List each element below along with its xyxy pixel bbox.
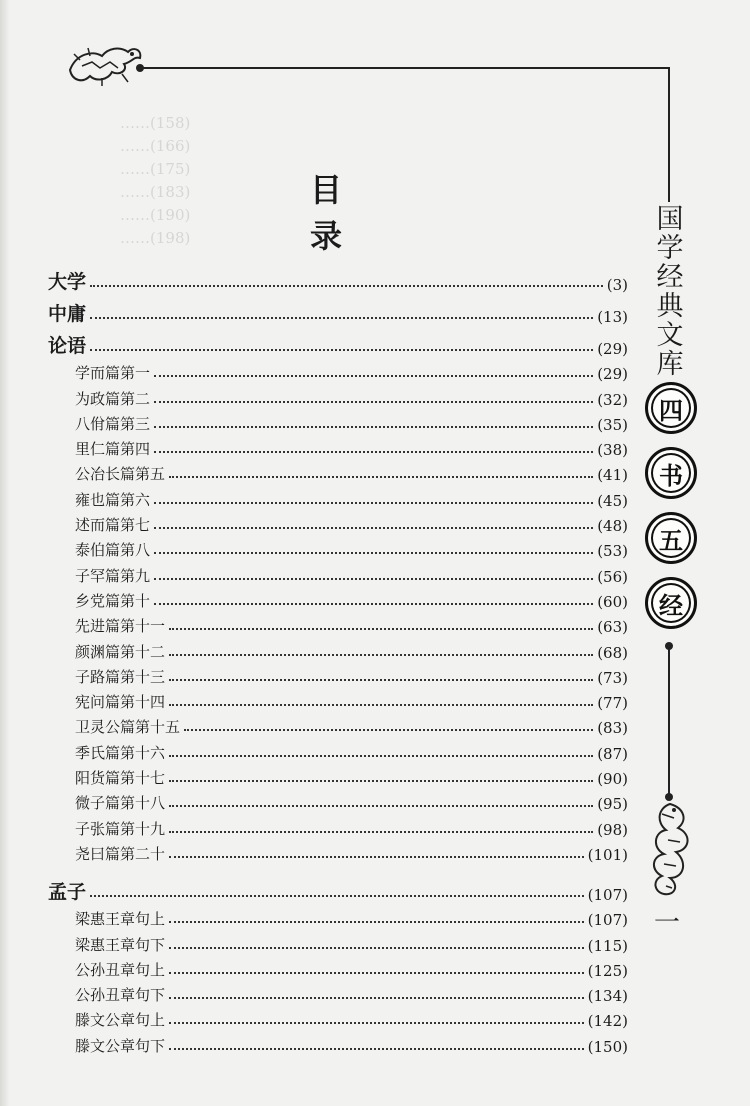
toc-chapter-entry[interactable] xyxy=(48,904,628,929)
toc-entry-title: 公冶长篇第五 xyxy=(75,465,166,484)
toc-entry-title: 大学 xyxy=(48,271,87,293)
toc-entry-title: 乡党篇第十 xyxy=(75,591,151,610)
bleed-through: ……(158) ……(166) ……(175) ……(183) ……(190) ……(198) xyxy=(120,114,191,247)
series-title-char: 学 xyxy=(656,233,684,264)
toc-chapter-entry[interactable] xyxy=(48,586,628,611)
toc-entry-page: (60) xyxy=(597,592,628,611)
toc-dot-leader xyxy=(154,552,593,554)
toc-entry-page: (68) xyxy=(597,643,628,662)
toc-entry-page: (107) xyxy=(587,885,628,904)
toc-entry-title: 季氏篇第十六 xyxy=(75,743,166,762)
toc-entry-title: 论语 xyxy=(48,335,87,357)
toc-dot-leader xyxy=(169,654,593,656)
toc-dot-leader xyxy=(154,578,593,580)
toc-entry-page: (95) xyxy=(597,795,628,814)
series-title-char: 典 xyxy=(656,291,684,322)
frame-dot xyxy=(136,64,144,72)
book-title-medallion: 四 xyxy=(645,382,697,434)
toc-chapter-entry[interactable] xyxy=(48,459,628,484)
toc-entry-title: 滕文公章句上 xyxy=(75,1011,166,1030)
toc-chapter-entry[interactable] xyxy=(48,763,628,788)
toc-entry-page: (90) xyxy=(597,770,628,789)
toc-entry-title: 公孙丑章句下 xyxy=(75,986,166,1005)
toc-entry-title: 子张篇第十九 xyxy=(75,819,166,838)
frame-dot xyxy=(665,642,673,650)
toc-entry-page: (41) xyxy=(597,466,628,485)
toc-dot-leader xyxy=(154,426,593,428)
toc-part-entry[interactable] xyxy=(48,872,628,904)
toc-entry-page: (13) xyxy=(597,308,628,326)
toc-entry-page: (38) xyxy=(597,441,628,460)
toc-chapter-entry[interactable] xyxy=(48,788,628,813)
dragon-ornament-side-icon xyxy=(640,800,700,900)
page-number: 一 xyxy=(654,908,681,938)
toc-entry-title: 子罕篇第九 xyxy=(75,566,151,585)
toc-chapter-entry[interactable] xyxy=(48,510,628,535)
toc-entry-title: 微子篇第十八 xyxy=(75,794,166,813)
toc-dot-leader xyxy=(169,679,593,681)
book-title-medallion: 经 xyxy=(645,577,697,629)
toc-entry-title: 为政篇第二 xyxy=(75,389,151,408)
toc-entry-title: 梁惠王章句上 xyxy=(75,910,166,929)
toc-entry-title: 述而篇第七 xyxy=(75,516,151,535)
toc-dot-leader xyxy=(90,317,593,319)
toc-entry-title: 中庸 xyxy=(48,303,87,325)
toc-entry-title: 宪问篇第十四 xyxy=(75,693,166,712)
toc-chapter-entry[interactable] xyxy=(48,611,628,636)
dragon-ornament-top-icon xyxy=(62,40,147,90)
toc-dot-leader xyxy=(169,1048,584,1050)
toc-dot-leader xyxy=(154,527,593,529)
toc-entry-page: (48) xyxy=(597,517,628,536)
toc-entry-page: (73) xyxy=(597,668,628,687)
toc-dot-leader xyxy=(90,285,603,287)
toc-dot-leader xyxy=(154,451,593,453)
toc-chapter-entry[interactable] xyxy=(48,1030,628,1055)
toc-entry-title: 梁惠王章句下 xyxy=(75,935,166,954)
frame-right-line-mid xyxy=(668,645,670,795)
toc-entry-page: (142) xyxy=(587,1012,628,1031)
toc-entry-title: 八佾篇第三 xyxy=(75,414,151,433)
toc-entry-page: (3) xyxy=(606,276,628,294)
toc-chapter-entry[interactable] xyxy=(48,662,628,687)
toc-chapter-entry[interactable] xyxy=(48,955,628,980)
page-title: 目 录 xyxy=(309,171,370,255)
toc-gap xyxy=(48,864,628,872)
table-of-contents xyxy=(48,262,628,1056)
toc-dot-leader xyxy=(154,502,593,504)
toc-entry-title: 滕文公章句下 xyxy=(75,1036,166,1055)
toc-chapter-entry[interactable] xyxy=(48,737,628,762)
series-title-char: 文 xyxy=(656,320,684,351)
toc-chapter-entry[interactable] xyxy=(48,980,628,1005)
toc-dot-leader xyxy=(169,972,584,974)
toc-entry-page: (45) xyxy=(597,491,628,510)
toc-entry-page: (125) xyxy=(587,961,628,980)
toc-chapter-entry[interactable] xyxy=(48,560,628,585)
toc-entry-page: (56) xyxy=(597,567,628,586)
toc-dot-leader xyxy=(169,831,593,833)
toc-entry-title: 子路篇第十三 xyxy=(75,667,166,686)
toc-entry-title: 公孙丑章句上 xyxy=(75,960,166,979)
toc-dot-leader xyxy=(169,704,593,706)
toc-chapter-entry[interactable] xyxy=(48,929,628,954)
toc-entry-page: (77) xyxy=(597,694,628,713)
toc-entry-page: (107) xyxy=(587,911,628,930)
toc-entry-title: 阳货篇第十七 xyxy=(75,769,166,788)
toc-entry-page: (87) xyxy=(597,744,628,763)
toc-chapter-entry[interactable] xyxy=(48,484,628,509)
series-title xyxy=(650,205,690,379)
toc-dot-leader xyxy=(169,476,593,478)
book-title-medallion: 五 xyxy=(645,512,697,564)
toc-chapter-entry[interactable] xyxy=(48,1005,628,1030)
toc-entry-page: (98) xyxy=(597,820,628,839)
toc-entry-title: 里仁篇第四 xyxy=(75,440,151,459)
series-title-char: 国 xyxy=(656,204,684,235)
toc-dot-leader xyxy=(169,947,584,949)
toc-entry-page: (101) xyxy=(587,845,628,864)
toc-part-entry[interactable] xyxy=(48,326,628,358)
toc-entry-page: (115) xyxy=(587,936,628,955)
toc-dot-leader xyxy=(169,805,593,807)
book-title-medallion: 书 xyxy=(645,447,697,499)
toc-dot-leader xyxy=(90,895,584,897)
toc-chapter-entry[interactable] xyxy=(48,636,628,661)
toc-dot-leader xyxy=(169,780,593,782)
toc-part-entry[interactable] xyxy=(48,294,628,326)
toc-entry-page: (150) xyxy=(587,1037,628,1056)
toc-chapter-entry[interactable] xyxy=(48,358,628,383)
toc-entry-title: 尧曰篇第二十 xyxy=(75,844,166,863)
series-title-char: 库 xyxy=(656,349,684,380)
toc-entry-page: (63) xyxy=(597,618,628,637)
toc-chapter-entry[interactable] xyxy=(48,383,628,408)
toc-entry-title: 学而篇第一 xyxy=(75,364,151,383)
toc-entry-page: (29) xyxy=(597,340,628,358)
scan-shadow xyxy=(0,0,10,1106)
toc-chapter-entry[interactable] xyxy=(48,434,628,459)
toc-entry-page: (32) xyxy=(597,390,628,409)
toc-chapter-entry[interactable] xyxy=(48,535,628,560)
toc-entry-page: (134) xyxy=(587,987,628,1006)
toc-entry-title: 孟子 xyxy=(48,880,87,903)
toc-dot-leader xyxy=(154,603,593,605)
toc-entry-title: 卫灵公篇第十五 xyxy=(75,718,181,737)
toc-entry-title: 先进篇第十一 xyxy=(75,617,166,636)
toc-chapter-entry[interactable] xyxy=(48,687,628,712)
toc-dot-leader xyxy=(184,729,593,731)
toc-entry-page: (83) xyxy=(597,719,628,738)
frame-top-line xyxy=(140,67,670,69)
toc-dot-leader xyxy=(154,375,593,377)
toc-entry-title: 颜渊篇第十二 xyxy=(75,642,166,661)
toc-chapter-entry[interactable] xyxy=(48,712,628,737)
toc-dot-leader xyxy=(169,997,584,999)
toc-dot-leader xyxy=(169,1022,584,1024)
series-title-char: 经 xyxy=(656,262,684,293)
toc-entry-title: 泰伯篇第八 xyxy=(75,541,151,560)
frame-right-line-top xyxy=(668,67,670,202)
toc-dot-leader xyxy=(169,856,584,858)
toc-dot-leader xyxy=(169,755,593,757)
toc-entry-title: 雍也篇第六 xyxy=(75,490,151,509)
toc-chapter-entry[interactable] xyxy=(48,813,628,838)
toc-chapter-entry[interactable] xyxy=(48,839,628,864)
toc-dot-leader xyxy=(154,401,593,403)
toc-dot-leader xyxy=(169,628,593,630)
toc-entry-page: (53) xyxy=(597,542,628,561)
toc-dot-leader xyxy=(90,349,593,351)
toc-entry-page: (35) xyxy=(597,415,628,434)
toc-dot-leader xyxy=(169,921,584,923)
toc-chapter-entry[interactable] xyxy=(48,409,628,434)
toc-entry-page: (29) xyxy=(597,365,628,384)
toc-part-entry[interactable] xyxy=(48,262,628,294)
